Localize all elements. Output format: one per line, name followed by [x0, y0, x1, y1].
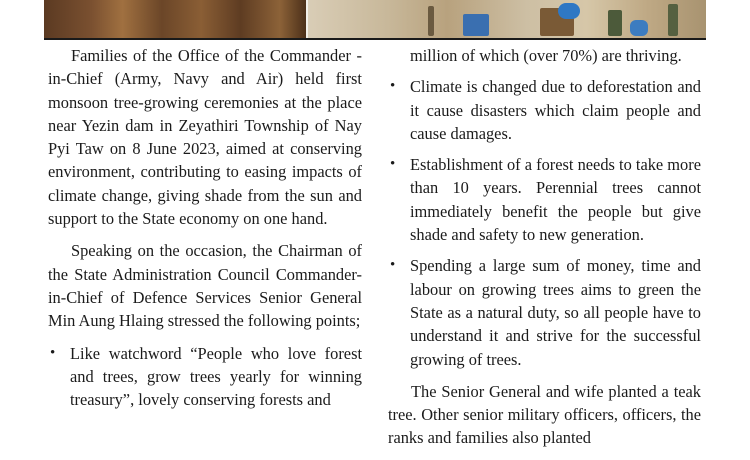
bullet-icon: • [390, 257, 396, 274]
bullet-icon: • [390, 156, 396, 173]
left-column [48, 44, 362, 411]
bullet-icon: • [390, 78, 396, 95]
list-item [388, 153, 701, 246]
list-item-text: Like watchword “People who love forest and trees, grow trees yearly for winning treasury”, lovely conserving forests and [70, 343, 362, 410]
bullet-icon: • [50, 344, 56, 361]
speech-paragraph: Speaking on the occasion, the Chairman of the State Administration Council Commander-in-Chief of Defence Services Senior General Min Aung Hlaing stressed the following points; [48, 241, 362, 331]
points-list [48, 342, 362, 412]
list-item-continuation [388, 44, 701, 67]
right-column [388, 44, 701, 450]
intro-paragraph: Families of the Office of the Commander -in-Chief (Army, Navy and Air) held first monsoon tree-growing ceremonies at the place near Yezin dam in Zeyathiri Township of Nay Pyi Taw on 8 June 2023, aimed at conserving environment, contributing to easing impacts of climate change, giving shade from the sun and support to the State economy on one hand. [48, 46, 362, 229]
list-item-text: Climate is changed due to deforestation and it cause disasters which claim people and cause damages. [410, 77, 701, 143]
list-item-text: million of which (over 70%) are thriving. [410, 46, 682, 65]
photo-left [44, 0, 306, 38]
list-item [48, 342, 362, 412]
planting-paragraph: The Senior General and wife planted a teak tree. Other senior military officers, officers, the ranks and families also planted [388, 381, 701, 448]
list-item [388, 254, 701, 370]
photo-right [308, 0, 706, 38]
header-photo-strip [44, 0, 706, 40]
list-item-text: Spending a large sum of money, time and labour on growing trees aims to green the State as a natural duty, so all people have to understand it and strive for the successful growing of trees. [410, 256, 701, 369]
points-list-continued [388, 44, 701, 371]
list-item-text: Establishment of a forest needs to take more than 10 years. Perennial trees cannot immediately benefit the people but give shade and safety to new generation. [410, 155, 701, 245]
list-item [388, 75, 701, 145]
